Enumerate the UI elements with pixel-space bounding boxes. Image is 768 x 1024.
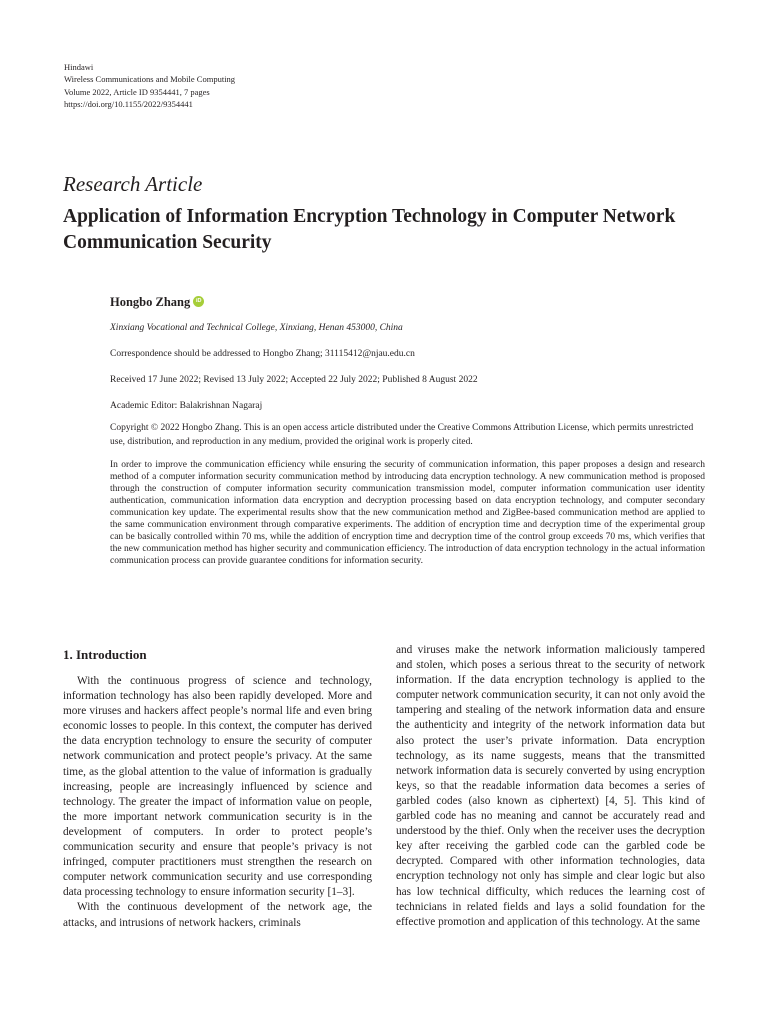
doi-link[interactable]: https://doi.org/10.1155/2022/9354441	[64, 99, 193, 110]
paragraph: With the continuous development of the network age, the attacks, and intrusions of network hackers, criminals	[63, 901, 372, 929]
abstract: In order to improve the communication efficiency while ensuring the security of communication information, this paper proposes a design and research method of a computer information security communication method by introducing data encryption technology. A new communication method is proposed through the construction of computer information security communication transmission model, computer information communication user identity authentication, communication information data encryption and decryption processing based on data encryption technology, and computer secondary communication key update. The experimental results show that the new communication method and ZigBee-based communication method are applied to the same communication environment through comparative experiments. The addition of encryption time and decryption time of the experimental group can be basically controlled within 70 ms, while the addition of encryption time and decryption time of the control group exceeds 70 ms, which verifies that the new communication method has higher security and communication efficiency. The introduction of data encryption technology in the actual information communication process can provide guarantee conditions for information security.	[110, 460, 705, 566]
section-heading: 1. Introduction	[63, 647, 147, 662]
volume-info: Volume 2022, Article ID 9354441, 7 pages	[64, 86, 210, 97]
article-type: Research Article	[63, 172, 203, 196]
paragraph: and viruses make the network information maliciously tampered and stolen, which poses a serious threat to the security of network information. If the data encryption technology is applied to the computer network communication security, it can not only avoid the tampering and stealing of the network information data and ensure the authenticity and integrity of the network information data but also protect the user’s private information. Data encryption technology, as its name suggests, means that the transmitted network information data is securely converted by using encryption keys, so that the readable information data becomes a series of garbled codes (also known as ciphertext) [4, 5]. This kind of garbled code has no meaning and cannot be accurately read and understood by the thief. Only when the receiver uses the decryption key after receiving the garbled code can the garbled code be decrypted. Compared with other information technologies, data encryption technology not only has simple and clear logic but also has low technical difficulty, which reduces the learning cost of technicians in related fields and lays a solid foundation for the effective promotion and application of this technology. At the same	[396, 644, 705, 928]
correspondence: Correspondence should be addressed to Hongbo Zhang; 31115412@njau.edu.cn	[110, 349, 415, 359]
copyright-notice: Copyright © 2022 Hongbo Zhang. This is an open access article distributed under the Creative Commons Attribution License, which permits unrestricted use, distribution, and reproduction in any medium, provided the original work is properly cited.	[110, 423, 694, 447]
author-name: Hongbo Zhang	[110, 295, 191, 309]
paragraph: With the continuous progress of science and technology, information technology has also been rapidly developed. More and more viruses and hackers affect people’s normal life and even bring economic losses to people. In this context, the computer has derived the data encryption technology to ensure the security of computer network communication and protect people’s privacy. At the same time, as the global attention to the value of information is gradually increasing, people are increasingly influenced by science and technology. The greater the impact of information value on people, the more important network communication security is in the development of computers. In order to protect people’s communication security and ensure that people’s privacy is not infringed, computer practitioners must strengthen the research on computer network communication security and use corresponding data processing technology to ensure information security [1–3].	[63, 675, 372, 899]
publisher-name: Hindawi	[64, 62, 94, 72]
article-title: Application of Information Encryption Technology in Computer Network Communication Security	[63, 206, 676, 253]
academic-editor: Academic Editor: Balakrishnan Nagaraj	[110, 401, 263, 411]
right-column	[396, 643, 705, 930]
journal-header	[64, 61, 235, 111]
publication-dates: Received 17 June 2022; Revised 13 July 2022; Accepted 22 July 2022; Published 8 August 2022	[110, 375, 478, 385]
affiliation: Xinxiang Vocational and Technical College, Xinxiang, Henan 453000, China	[110, 323, 403, 333]
author-line	[110, 294, 204, 310]
orcid-icon[interactable]: iD	[193, 296, 204, 307]
journal-name: Wireless Communications and Mobile Computing	[64, 74, 236, 85]
left-column	[63, 674, 372, 931]
